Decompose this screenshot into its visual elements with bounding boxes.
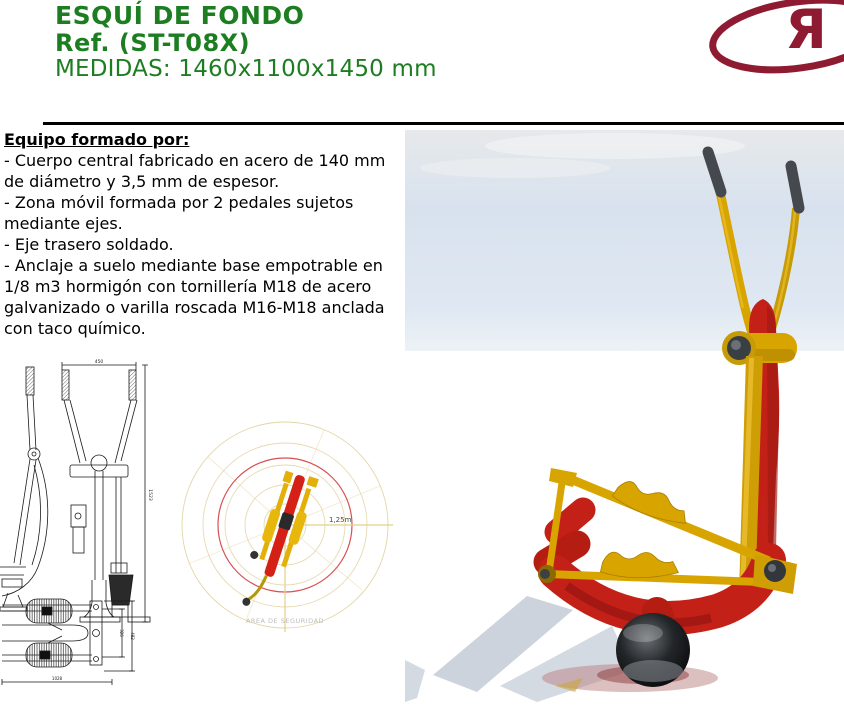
front-width-dim-label: 450	[94, 360, 104, 365]
render-image	[405, 130, 844, 706]
technical-drawing-views	[0, 355, 160, 706]
product-dimensions: MEDIDAS: 1460x1100x1450 mm	[55, 55, 437, 82]
product-render	[405, 130, 844, 706]
description-item: - Eje trasero soldado.	[4, 235, 174, 254]
equipment-heading: Equipo formado por:	[4, 130, 190, 149]
front-height-dim-label: 1523	[147, 489, 152, 501]
top-outer-dim-label: 482	[130, 632, 135, 640]
product-title: ESQUÍ DE FONDO	[55, 1, 305, 30]
technical-drawings	[0, 355, 160, 706]
machine-top-view	[235, 466, 319, 615]
side-view-drawing	[0, 367, 48, 611]
header-title-block	[55, 2, 437, 83]
product-reference: Ref. (ST-T08X)	[55, 29, 251, 57]
safety-caption: AREA DE SEGURIDAD	[245, 617, 325, 625]
header-divider	[43, 122, 844, 125]
top-inner-dim-label: 326	[119, 629, 124, 637]
description-block	[4, 129, 406, 339]
radius-label: 1,25m	[329, 516, 352, 524]
top-length-dim-label: 1028	[51, 676, 63, 681]
safety-area-diagram	[180, 418, 405, 643]
front-view-drawing	[62, 359, 153, 622]
top-view-drawing	[2, 599, 135, 685]
description-item: - Anclaje a suelo mediante base empotrable en 1/8 m3 hormigón con tornillería M18 de acero galvanizado o varilla roscada M16-M18 anclada con taco químico.	[4, 256, 385, 338]
logo-glyph: Я	[785, 0, 827, 61]
safety-area-chart	[180, 418, 405, 643]
brand-logo-icon	[694, 0, 844, 80]
description-item: - Zona móvil formada por 2 pedales sujetos mediante ejes.	[4, 193, 354, 233]
brand-logo	[694, 0, 844, 80]
description-item: - Cuerpo central fabricado en acero de 140 mm de diámetro y 3,5 mm de espesor.	[4, 151, 386, 191]
